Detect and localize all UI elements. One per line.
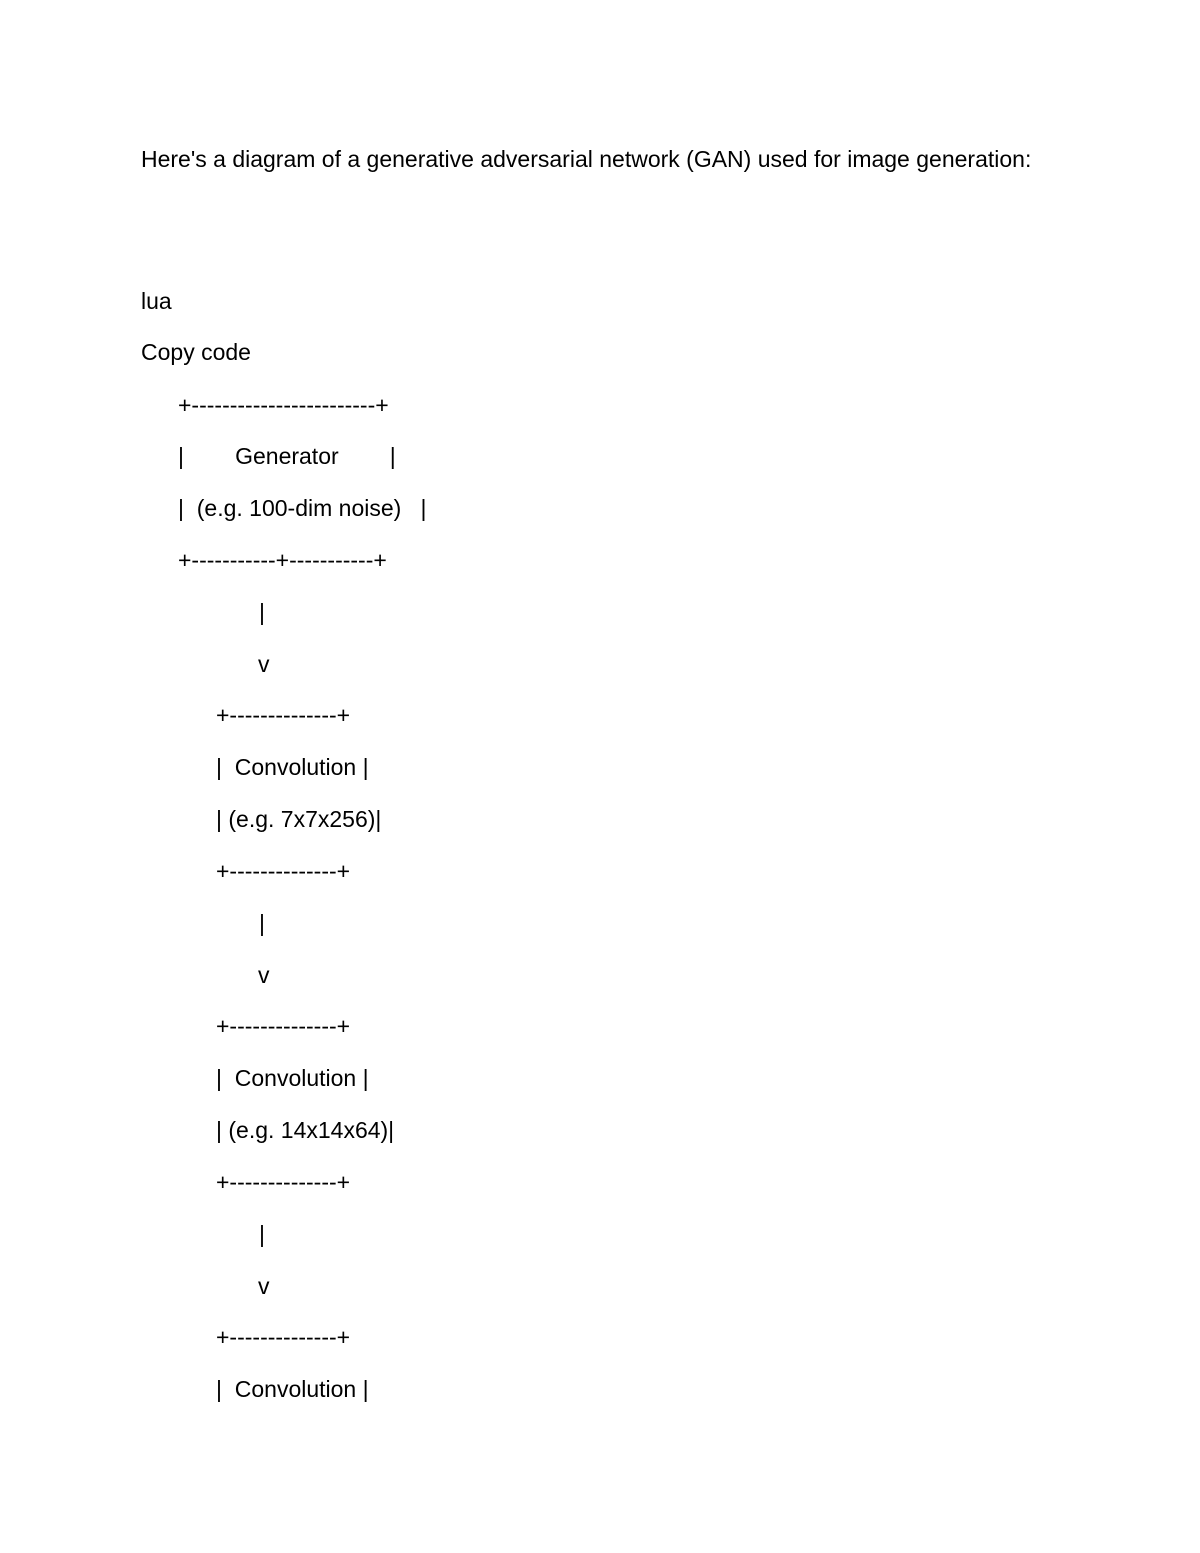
diagram-line-conv3-top-border: +--------------+ bbox=[216, 1324, 351, 1350]
diagram-connector-pipe: | bbox=[259, 1221, 265, 1247]
diagram-line-conv2-title: | Convolution | bbox=[216, 1065, 369, 1091]
diagram-line-conv2-top-border: +--------------+ bbox=[216, 1013, 351, 1039]
diagram-line-generator-top-border: +------------------------+ bbox=[178, 392, 389, 418]
diagram-line-conv1-detail: | (e.g. 7x7x256)| bbox=[216, 806, 382, 832]
diagram-line-generator-detail: | (e.g. 100-dim noise) | bbox=[178, 495, 427, 521]
copy-code-button[interactable]: Copy code bbox=[141, 339, 251, 365]
diagram-arrow-down: v bbox=[258, 651, 270, 677]
diagram-line-conv2-detail: | (e.g. 14x14x64)| bbox=[216, 1117, 395, 1143]
diagram-arrow-down: v bbox=[258, 962, 270, 988]
diagram-line-generator-title: | Generator | bbox=[178, 443, 396, 469]
diagram-line-conv3-title: | Convolution | bbox=[216, 1376, 369, 1402]
diagram-connector-pipe: | bbox=[259, 910, 265, 936]
code-language-label: lua bbox=[141, 288, 172, 314]
diagram-line-conv1-title: | Convolution | bbox=[216, 754, 369, 780]
diagram-arrow-down: v bbox=[258, 1273, 270, 1299]
diagram-line-conv2-bottom-border: +--------------+ bbox=[216, 1169, 351, 1195]
diagram-connector-pipe: | bbox=[259, 599, 265, 625]
diagram-line-conv1-top-border: +--------------+ bbox=[216, 702, 351, 728]
intro-paragraph: Here's a diagram of a generative adversarial network (GAN) used for image generation: bbox=[141, 146, 1032, 172]
diagram-line-conv1-bottom-border: +--------------+ bbox=[216, 858, 351, 884]
diagram-line-generator-bottom-border: +-----------+-----------+ bbox=[178, 547, 387, 573]
